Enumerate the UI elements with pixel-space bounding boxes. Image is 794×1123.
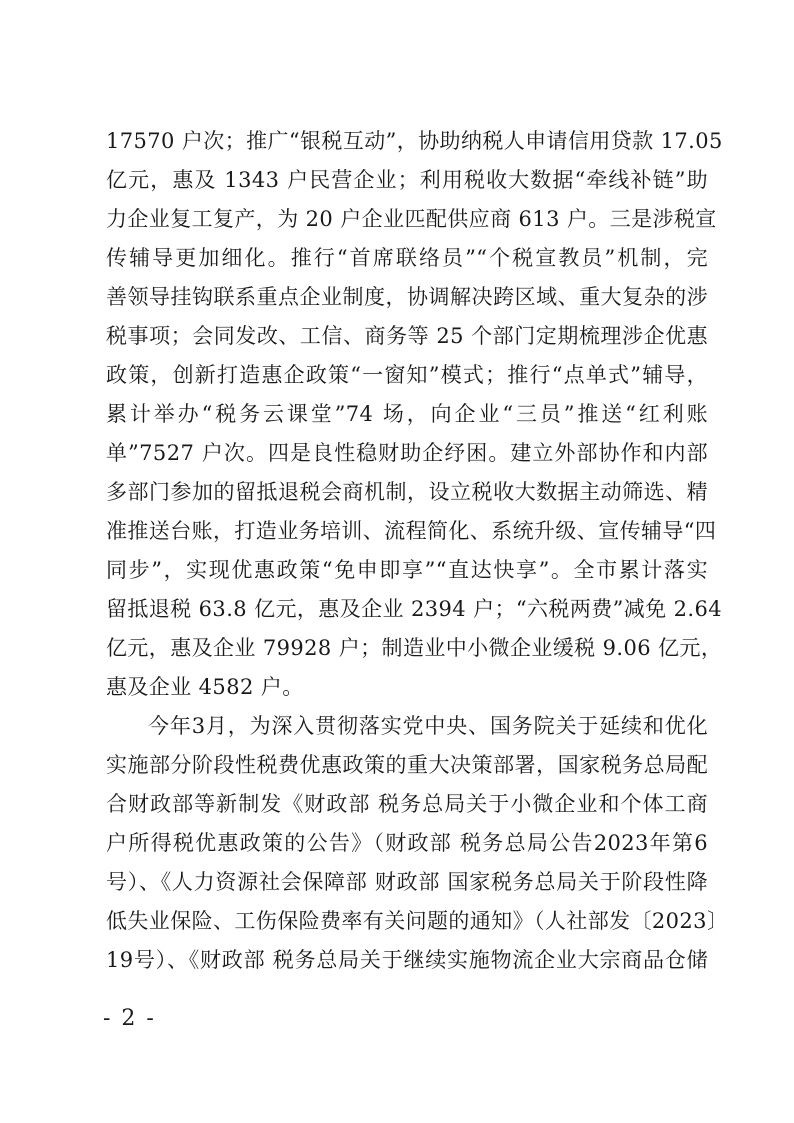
- text-line: 合财政部等新制发《财政部 税务总局关于小微企业和个体工商: [106, 792, 708, 816]
- document-body: [106, 122, 729, 980]
- text-line: 今年3月，为深入贯彻落实党中央、国务院关于延续和优化: [148, 714, 708, 738]
- text-line: 政策，创新打造惠企政策“一窗知”模式；推行“点单式”辅导，: [106, 363, 708, 387]
- text-line: 19号）、《财政部 税务总局关于继续实施物流企业大宗商品仓储: [106, 948, 708, 972]
- page-number: - 2 -: [103, 1006, 156, 1031]
- text-line: 户所得税优惠政策的公告》（财政部 税务总局公告2023年第6: [106, 831, 708, 855]
- text-line: 多部门参加的留抵退税会商机制，设立税收大数据主动筛选、精: [106, 480, 708, 504]
- text-line: 单”7527 户次。四是良性稳财助企纾困。建立外部协作和内部: [106, 441, 708, 465]
- text-line: 善领导挂钩联系重点企业制度，协调解决跨区域、重大复杂的涉: [106, 285, 708, 309]
- text-line: 亿元，惠及企业 79928 户；制造业中小微企业缓税 9.06 亿元，: [106, 636, 723, 660]
- text-line: 惠及企业 4582 户。: [106, 675, 304, 699]
- text-line: 力企业复工复产，为 20 户企业匹配供应商 613 户。三是涉税宣: [106, 207, 717, 231]
- text-line: 号）、《人力资源社会保障部 财政部 国家税务总局关于阶段性降: [106, 870, 708, 894]
- text-line: 累计举办“税务云课堂”74 场，向企业“三员”推送“红利账: [106, 402, 708, 426]
- text-line: 低失业保险、工伤保险费率有关问题的通知》（人社部发〔2023〕: [106, 909, 729, 933]
- text-line: 17570 户次；推广“银税互动”，协助纳税人申请信用贷款 17.05: [106, 129, 723, 153]
- text-line: 传辅导更加细化。推行“首席联络员”“个税宣教员”机制，完: [106, 246, 708, 270]
- text-line: 税事项；会同发改、工信、商务等 25 个部门定期梳理涉企优惠: [106, 324, 708, 348]
- text-line: 同步”，实现优惠政策“免申即享”“直达快享”。全市累计落实: [106, 558, 708, 582]
- paragraph-2: [106, 707, 729, 980]
- paragraph-1: [106, 122, 723, 707]
- text-line: 准推送台账，打造业务培训、流程简化、系统升级、宣传辅导“四: [106, 519, 717, 543]
- text-line: 亿元，惠及 1343 户民营企业；利用税收大数据“牵线补链”助: [106, 168, 708, 192]
- text-line: 实施部分阶段性税费优惠政策的重大决策部署，国家税务总局配: [106, 753, 708, 777]
- text-line: 留抵退税 63.8 亿元，惠及企业 2394 户；“六税两费”减免 2.64: [106, 597, 723, 621]
